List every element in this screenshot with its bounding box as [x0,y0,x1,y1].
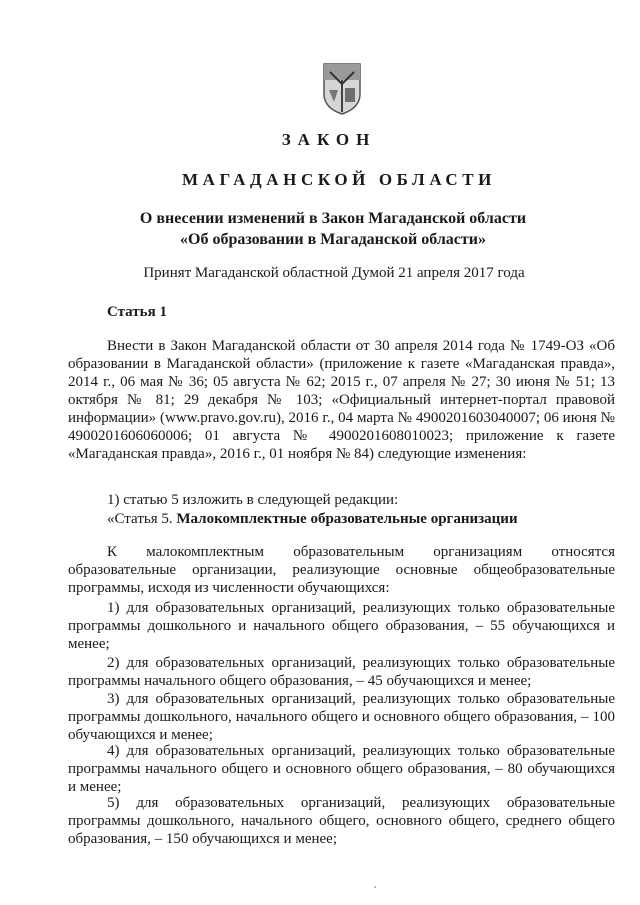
region-title: МАГАДАНСКОЙ ОБЛАСТИ [181,170,496,189]
point-1: 1) статью 5 изложить в следующей редакции: [107,492,399,508]
scan-speck [374,886,376,888]
list-item: 2) для образовательных организаций, реализующих только образовательные программы начального общего образования, – 45 обучающихся и менее; [68,655,615,689]
amendment-intro: Внести в Закон Магаданской области от 30 апреля 2014 года № 1749-ОЗ «Об образовании в Магаданской области» (приложение к газете «Магаданская правда», 2014 г., 06 мая № 36; 05 августа № 62; 2015 г., 07 апреля № 27; 30 июня № 51; 13 октября № 81; 29 декабря № 103; «Официальный интернет-портал правовой информации» (www.pravo.gov.ru), 2016 г., 04 марта № 4900201603040007; 06 июня № 4900201606060006; 01 августа № 4900201608010023; приложение к газете «Магаданская правда», 2016 г., 01 ноября № 84) следующие изменения: [68,338,615,462]
law-subject [0,208,640,250]
list-item: 4) для образовательных организаций, реализующих только образовательные программы начального общего и основного общего образования, – 80 обучающихся и менее; [68,743,615,795]
document-title: ЗАКОН [281,130,377,149]
subject-line-1: О внесении изменений в Закон Магаданской области [139,210,527,227]
list-item: 5) для образовательных организаций, реализующих образовательные программы дошкольного, начального общего, основного общего, среднего общего образования, – 150 обучающихся и менее; [68,795,615,847]
article-heading: Статья 1 [107,304,167,320]
coat-of-arms-icon [320,60,364,116]
article-5-heading [68,510,615,528]
adoption-date: Принят Магаданской областной Думой 21 апреля 2017 года [143,265,525,281]
list-item: 3) для образовательных организаций, реализующих только образовательные программы дошкольного, начального общего и основного общего образования, – 100 обучающихся и менее; [68,691,615,743]
article-5-title: Малокомплектные образовательные организации [176,511,518,527]
article-5-prefix: «Статья 5. [107,511,177,527]
article-5-intro: К малокомплектным образовательным организациям относятся образовательные организации, реализующие основные общеобразовательные программы, исходя из численности обучающихся: [68,544,615,596]
list-item: 1) для образовательных организаций, реализующих только образовательные программы дошкольного и начального общего образования, – 55 обучающихся и менее; [68,600,615,652]
subject-line-2: «Об образовании в Магаданской области» [180,231,486,248]
